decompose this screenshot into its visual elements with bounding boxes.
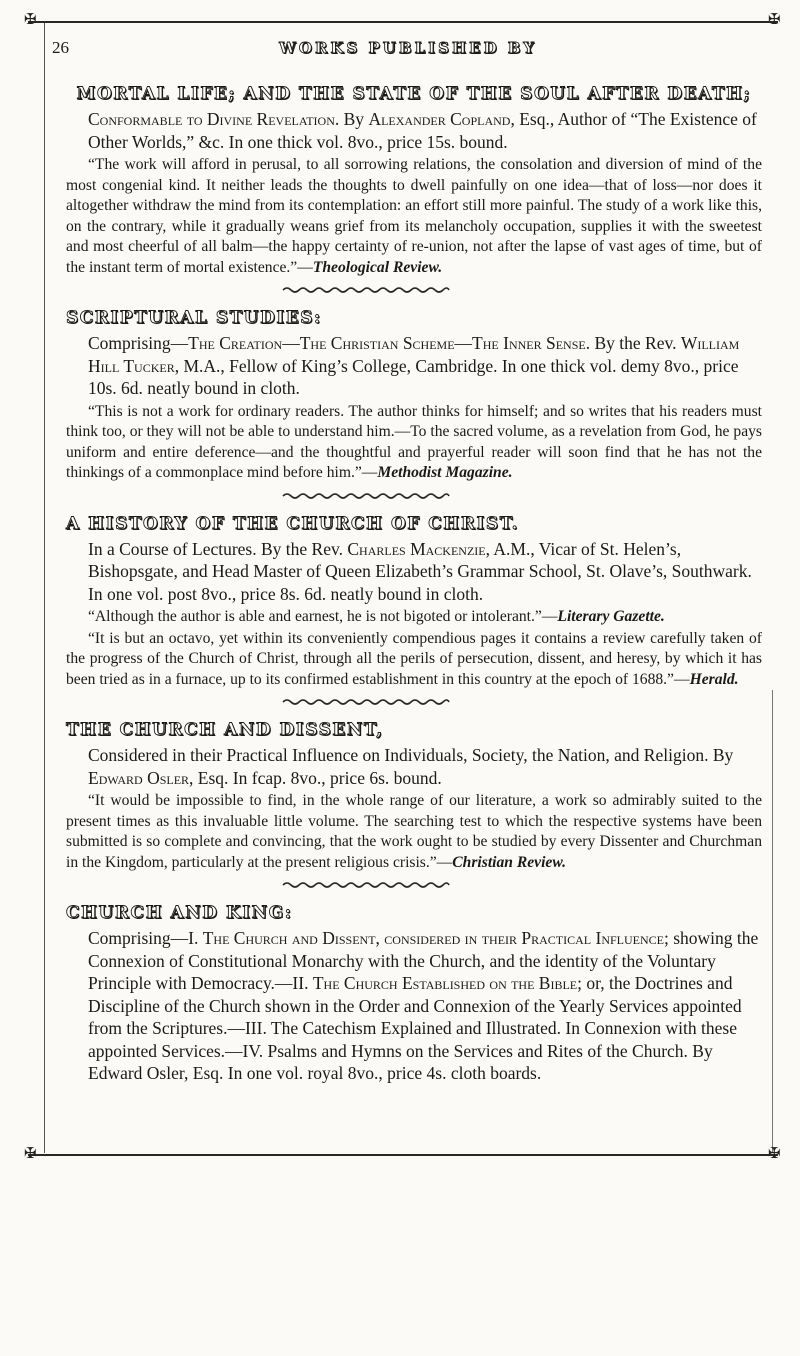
- review-source: Literary Gazette.: [557, 608, 665, 625]
- entry-description: Considered in their Practical Influence on Individuals, Society, the Nation, and Religion. By Edward Osler, Esq. In fcap. 8vo., price 6s. bound.: [88, 745, 734, 788]
- left-margin-line: [44, 23, 45, 1153]
- bottom-left-ornament: ✠: [24, 1146, 37, 1162]
- entry-description: Conformable to Divine Revelation. By Alexander Copland, Esq., Author of “The Existence of Other Worlds,” &c. In one thick vol. 8vo., price 15s. bound.: [88, 109, 757, 152]
- page-number: 26: [52, 38, 69, 57]
- entry-title: SCRIPTURAL STUDIES:: [66, 308, 322, 328]
- catalogue-content: [66, 82, 762, 1087]
- entry-title: THE CHURCH AND DISSENT,: [66, 720, 384, 740]
- book-entry: [66, 718, 762, 873]
- top-right-ornament: ✠: [768, 12, 781, 28]
- book-entry: [66, 512, 762, 691]
- right-margin-line: [772, 690, 773, 1152]
- bottom-right-ornament: ✠: [768, 1146, 781, 1162]
- top-left-ornament: ✠: [24, 12, 37, 28]
- bottom-rule: [28, 1154, 778, 1156]
- entry-description: Comprising—I. The Church and Dissent, considered in their Practical Influence; showing the Connexion of Constitutional Monarchy with the Church, and the identity of the Voluntary Principle with Democracy.—II. The Church Established on the Bible; or, the Doctrines and Discipline of the Church shown in the Order and Connexion of the Yearly Services appointed from the Scriptures.—III. The Catechism Explained and Illustrated. In Connexion with these appointed Services.—IV. Psalms and Hymns on the Services and Rites of the Church. By Edward Osler, Esq. In one vol. royal 8vo., price 4s. cloth boards.: [88, 928, 759, 1083]
- entry-title: CHURCH AND KING:: [66, 903, 293, 923]
- page-header: [48, 38, 768, 64]
- entry-title: MORTAL LIFE; AND THE STATE OF THE SOUL AFTER DEATH;: [76, 84, 752, 104]
- review-quote: “It is but an octavo, yet within its conveniently compendious pages it contains a review carefully taken of the progress of the Church of Christ, through all the perils of persecution, dissent, and heresy, by which it has been tried as in a furnace, up to its confirmed establishment in this country at the epoch of 1688.”—Herald.: [66, 629, 762, 688]
- entry-description: Comprising—The Creation—The Christian Scheme—The Inner Sense. By the Rev. William Hill Tucker, M.A., Fellow of King’s College, Cambridge. In one thick vol. demy 8vo., price 10s. 6d. neatly bound in cloth.: [88, 333, 740, 398]
- entry-title: A HISTORY OF THE CHURCH OF CHRIST.: [66, 513, 520, 534]
- review-source: Christian Review.: [452, 853, 567, 871]
- divider-flourish: [66, 877, 762, 897]
- book-entry: [66, 82, 762, 278]
- review-quote: “It would be impossible to find, in the whole range of our literature, a work so admirably suited to the present times as this invaluable little volume. The searching test to which the respective systems have been submitted is so complete and convincing, that the work ought to be studied by every Dissenter and Churchman in the Kingdom, particularly at the present religious crisis.”—Christian Review.: [66, 792, 762, 871]
- divider-flourish: [66, 282, 762, 302]
- divider-flourish: [66, 694, 762, 714]
- entry-description: In a Course of Lectures. By the Rev. Charles Mackenzie, A.M., Vicar of St. Helen’s, Bishopsgate, and Head Master of Queen Elizabeth’s Grammar School, St. Olave’s, Southwark. In one vol. post 8vo., price 8s. 6d. neatly bound in cloth.: [88, 538, 752, 604]
- book-entry: [66, 901, 762, 1085]
- review-source: Methodist Magazine.: [377, 464, 513, 481]
- review-source: Theological Review.: [312, 258, 443, 276]
- review-quote: “This is not a work for ordinary readers. The author thinks for himself; and so writes that his readers must think too, or they will not be able to understand him.—To the sacred volume, as a revelation from God, he pays uniform and entire deference—and the thoughtful and prayerful reader will soon find that he has not the thinkings of a commonplace mind before him.”—Methodist Magazine.: [66, 402, 762, 481]
- divider-flourish: [66, 488, 762, 508]
- review-source: Herald.: [689, 670, 739, 688]
- book-entry: [66, 306, 762, 484]
- top-rule: [28, 21, 778, 23]
- review-quote: “The work will afford in perusal, to all sorrowing relations, the consolation and diversion of mind of the most congenial kind. It neither leads the thoughts to dwell painfully on one idea—that of loss—nor does it altogether withdraw the mind from its contemplation: an effort still more painful. The study of a work like this, on the contrary, while it gradually weans grief from its melancholy occupation, supplies it with the sweetest and most cheerful of all balm—the happy certainty of re-union, not after the lapse of vast ages of time, but of the instant term of mortal existence.”—Theological Review.: [66, 156, 762, 276]
- running-title: WORKS PUBLISHED BY: [279, 39, 537, 57]
- review-quote: “Although the author is able and earnest, he is not bigoted or intolerant.”—Literary Gazette.: [88, 608, 665, 625]
